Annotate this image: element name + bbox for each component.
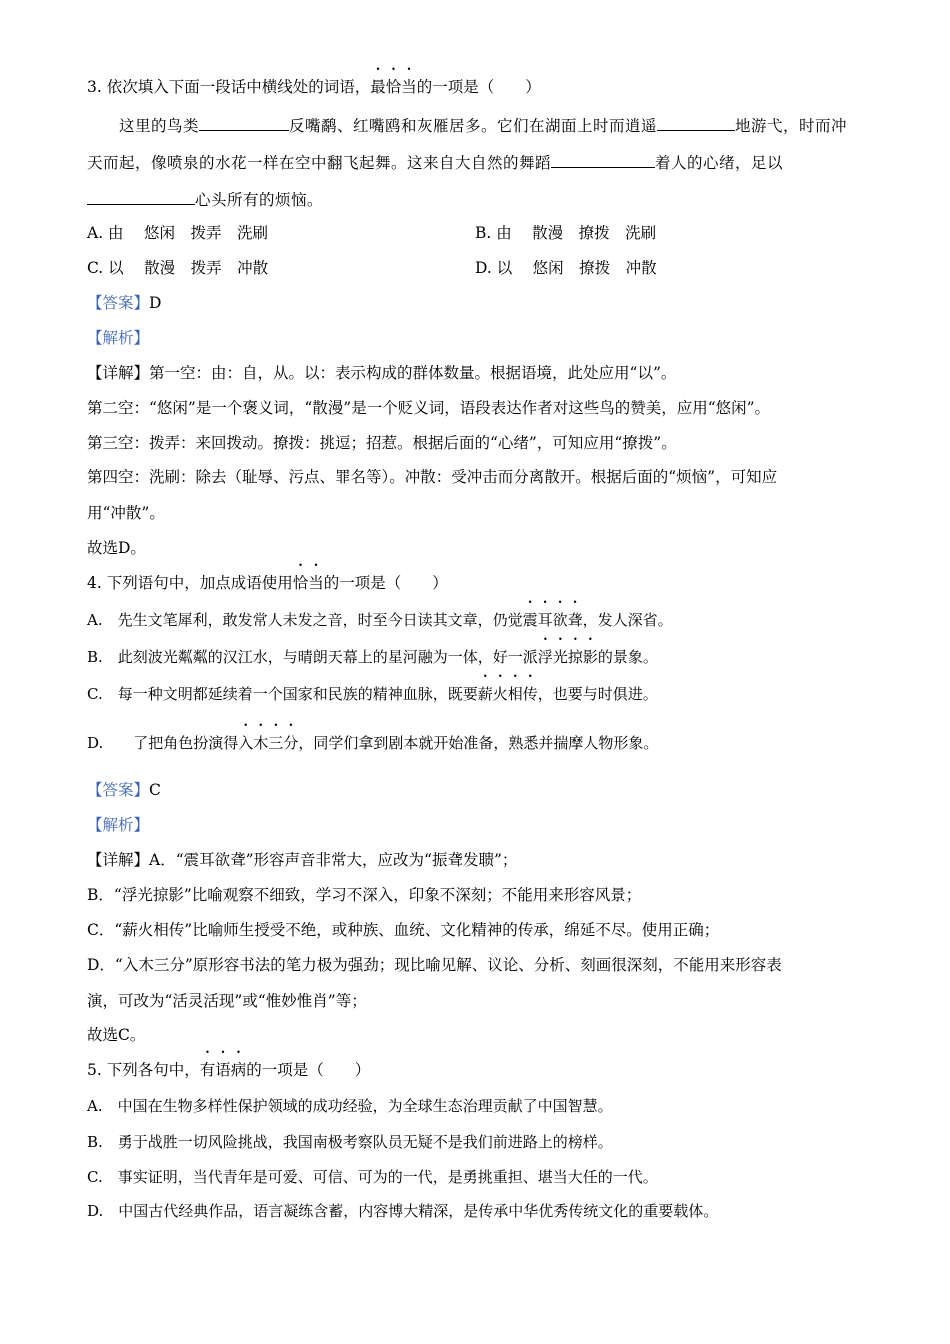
q5-stem (87, 1060, 370, 1080)
emphasis-char: 语 (215, 1061, 231, 1079)
emphasis-char: 最 (370, 78, 386, 96)
q4-detail-1 (87, 850, 517, 870)
passage-text: 着人的心绪，足以 (655, 154, 784, 172)
emphasis-char: 恰 (385, 78, 402, 96)
emphasis-char: 浮 (537, 648, 553, 666)
answer-value: C (149, 781, 161, 799)
q3-option-d[interactable]: D. 以 悠闲 撩拨 冲散 (475, 259, 657, 277)
option-text: C. 每一种文明都延续着一个国家和民族的精神血脉，既要 (87, 685, 478, 703)
passage-text: 反嘴鹬、红嘴鸥和灰雁居多。它们在湖面上时而逍遥 (289, 117, 658, 135)
q5-option-a[interactable]: A. 中国在生物多样性保护领域的成功经验，为全球生态治理贡献了中国智慧。 (87, 1097, 613, 1115)
q4-stem-tail: 的一项是（ ） (323, 574, 448, 592)
emphasis-char: 耳 (537, 611, 553, 629)
q3-passage-line-1 (119, 114, 847, 136)
emphasis-char: 三 (268, 734, 284, 752)
q4-answer (87, 780, 161, 800)
emphasis-char: 掠 (567, 648, 583, 666)
q3-conclusion: 故选D。 (87, 539, 146, 557)
emphasis-char: 欲 (552, 611, 568, 629)
q3-stem (87, 77, 541, 97)
option-text: A. 先生文笔犀利，敢发常人未发之音，时至今日读其文章，仍觉 (87, 611, 523, 629)
passage-text: 天而起，像喷泉的水花一样在空中翻飞起舞。这来自大自然的舞蹈 (87, 154, 552, 172)
q4-detail-2: B．“浮光掠影”比喻观察不细致，学习不深入，印象不深刻；不能用来形容风景； (87, 886, 642, 904)
emphasis-char: 光 (552, 648, 568, 666)
q3-detail-4a: 第四空：洗刷：除去（耻辱、污点、罪名等）。冲散：受冲击而分离散开。根据后面的“烦恼”，可知应 (87, 468, 778, 486)
fill-blank-2 (657, 114, 735, 131)
emphasis-char: 病 (230, 1061, 247, 1079)
q3-passage-line-2 (87, 151, 783, 173)
q5-option-b[interactable]: B. 勇于战胜一切风险挑战，我国南极考察队员无疑不是我们前进路上的榜样。 (87, 1133, 613, 1151)
passage-text: 心头所有的烦恼。 (195, 191, 324, 209)
analysis-tag: 【解析】 (87, 329, 150, 347)
emphasis-char: 当 (401, 78, 417, 96)
emphasis-char: 木 (253, 734, 269, 752)
emphasis-char: 恰 (292, 574, 309, 592)
emphasis-char: 火 (492, 685, 508, 703)
fill-blank-4 (87, 188, 195, 205)
emphasis-char: 震 (522, 611, 538, 629)
emphasis-char: 有 (199, 1061, 216, 1079)
q3-option-c[interactable]: C. 以 散漫 拨弄 冲散 (87, 259, 269, 277)
q3-answer (87, 293, 161, 313)
fill-blank-1 (199, 114, 289, 131)
q3-analysis-heading (87, 328, 149, 348)
q4-option-d[interactable] (87, 733, 658, 753)
q3-detail-4b: 用“冲散”。 (87, 504, 165, 522)
passage-text: 地游弋，时而冲 (735, 117, 848, 135)
fill-blank-3 (551, 151, 655, 168)
q3-passage-line-3 (87, 188, 323, 210)
q4-stem-text: 4. 下列语句中，加点成语使用 (87, 574, 293, 592)
q3-option-b[interactable]: B. 由 散漫 撩拨 洗刷 (475, 224, 657, 242)
emphasis-char: 影 (582, 648, 598, 666)
q4-detail-3: C．“薪火相传”比喻师生授受不绝，或种族、血统、文化精神的传承，绵延不尽。使用正确； (87, 921, 720, 939)
passage-text: 这里的鸟类 (119, 117, 200, 135)
q5-stem-tail: 的一项是（ ） (246, 1061, 371, 1079)
analysis-tag: 【解析】 (87, 816, 150, 834)
answer-value: D (149, 294, 162, 312)
q4-option-b[interactable] (87, 647, 658, 667)
q5-option-c[interactable]: C. 事实证明，当代青年是可爱、可信、可为的一代，是勇挑重担、堪当大任的一代。 (87, 1168, 658, 1186)
q4-detail-4a: D．“入木三分”原形容书法的笔力极为强劲；现比喻见解、议论、分析、刻画很深刻，不能用来形容表 (87, 956, 782, 974)
emphasis-char: 分 (283, 734, 299, 752)
emphasis-char: 薪 (477, 685, 493, 703)
detail-text: A．“震耳欲聋”形容声音非常大，应改为“振聋发聩”； (149, 851, 518, 869)
q4-detail-4b: 演，可改为“活灵活现”或“惟妙惟肖”等； (87, 992, 367, 1010)
answer-tag: 【答案】 (87, 781, 150, 799)
option-text: D. 了把角色扮演得 (87, 734, 239, 752)
q3-stem-tail: 的一项是（ ） (416, 78, 541, 96)
option-text: ，同学们拿到剧本就开始准备，熟悉并揣摩人物形象。 (298, 734, 659, 752)
emphasis-char: 当 (308, 574, 324, 592)
detail-text: 第一空：由：自，从。以：表示构成的群体数量。根据语境，此处应用“以”。 (149, 364, 677, 382)
detail-tag: 【详解】 (87, 364, 150, 382)
q3-detail-1 (87, 363, 676, 383)
answer-tag: 【答案】 (87, 294, 150, 312)
q4-stem (87, 573, 448, 593)
option-text: B. 此刻波光粼粼的汉江水，与晴朗天幕上的星河融为一体，好一派 (87, 648, 538, 666)
option-text: ，发人深省。 (582, 611, 673, 629)
q3-detail-3: 第三空：拨弄：来回拨动。撩拨：挑逗；招惹。根据后面的“心绪”，可知应用“撩拨”。 (87, 434, 677, 452)
emphasis-char: 相 (507, 685, 523, 703)
option-text: ，也要与时俱进。 (537, 685, 658, 703)
q3-detail-2: 第二空：“悠闲”是一个褒义词，“散漫”是一个贬义词，语段表达作者对这些鸟的赞美，应用“悠闲”。 (87, 399, 771, 417)
emphasis-char: 入 (238, 734, 254, 752)
q4-conclusion: 故选C。 (87, 1026, 146, 1044)
q4-option-a[interactable] (87, 610, 673, 630)
q3-stem-text: 3. 依次填入下面一段话中横线处的词语， (87, 78, 371, 96)
q3-option-a[interactable]: A. 由 悠闲 拨弄 洗刷 (87, 224, 268, 242)
option-text: 的景象。 (597, 648, 658, 666)
q5-stem-text: 5. 下列各句中， (87, 1061, 200, 1079)
q5-option-d[interactable]: D. 中国古代经典作品，语言凝练含蓄，内容博大精深，是传承中华优秀传统文化的重要载体。 (87, 1202, 719, 1220)
emphasis-char: 传 (522, 685, 538, 703)
q4-analysis-heading (87, 815, 149, 835)
detail-tag: 【详解】 (87, 851, 150, 869)
emphasis-char: 聋 (567, 611, 583, 629)
q4-option-c[interactable] (87, 684, 658, 704)
